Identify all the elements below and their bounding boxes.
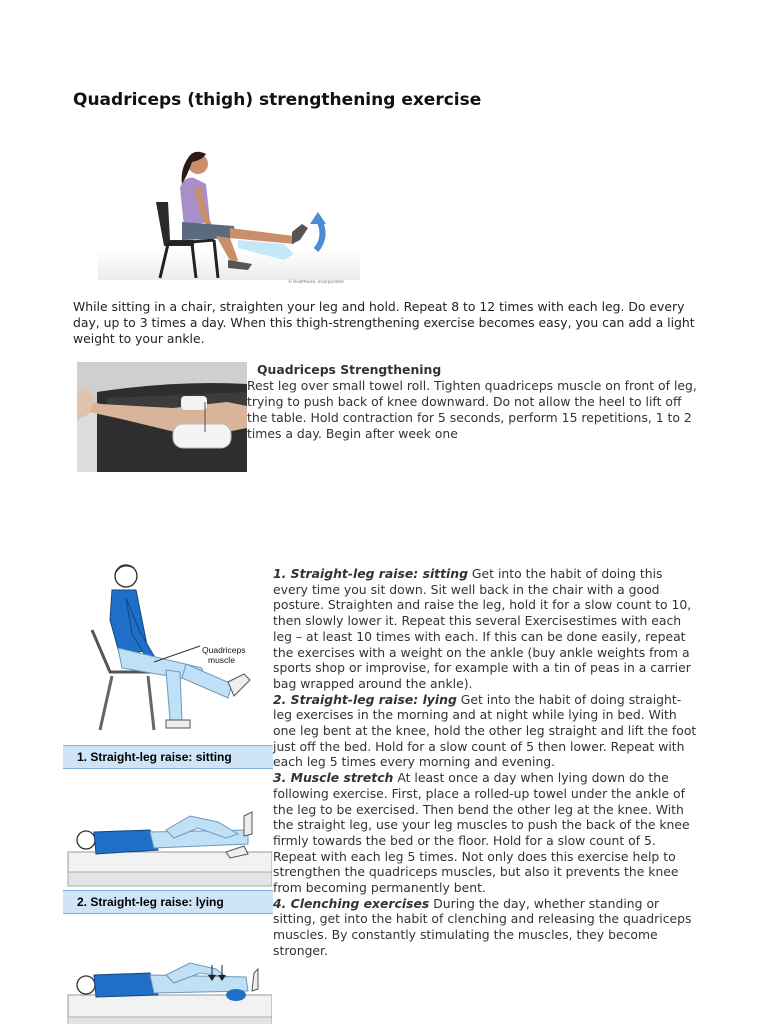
exercise-1-heading: 1. Straight-leg raise: sitting [273, 566, 468, 581]
exercise-4-heading: 4. Clenching exercises [273, 895, 430, 911]
quad-strengthening-heading: Quadriceps Strengthening [257, 362, 442, 377]
muscle-stretch-drawing [66, 955, 272, 1024]
exercise-3-text: At least once a day when lying down do the following exercise. First, place a rolled-up towel under the ankle of the leg to be exercised. Then bend the other leg at the knee. With the straight leg, use your leg muscles to push the back of the knee firmly towards the bed or the floor. Hold for a slow count of 5. Repeat with each leg 5 times. Not only does this exercise help to strengthen the quadriceps muscles, but also it prevents the knee from becoming permanently bent. [273, 770, 690, 896]
towel-roll-leg-photo [77, 362, 247, 472]
caption-sitting: 1. Straight-leg raise: sitting [63, 745, 273, 769]
svg-text:© Healthwise, Incorporated: © Healthwise, Incorporated [288, 279, 344, 284]
lying-leg-raise-drawing [66, 808, 272, 888]
seated-exercise-description: While sitting in a chair, straighten your leg and hold. Repeat 8 to 12 times with each leg. Do every day, up to 3 times a day. When this thigh-strengthening exercise becomes easy, you can add a light weight to your ankle. [73, 299, 695, 346]
exercise-3-heading: 3. Muscle stretch [273, 770, 394, 786]
exercise-4-text: During the day, whether standing or sitting, get into the habit of clenching and releasing the quadriceps muscles. By constantly stimulating the muscles, they become stronger. [273, 895, 692, 958]
quadriceps-muscle-label: Quadriceps muscle [202, 645, 246, 665]
seated-leg-extension-photo [98, 140, 360, 288]
caption-lying: 2. Straight-leg raise: lying [63, 890, 273, 914]
quad-strengthening-body: Rest leg over small towel roll. Tighten quadriceps muscle on front of leg, trying to push back of knee downward. Do not allow the heel to lift off the table. Hold contraction for 5 seconds, perform 15 repetitions, 1 to 2 times a day. Begin after week one [247, 378, 697, 441]
exercise-2-text: Get into the habit of doing straight-leg exercises in the morning and at night while lying in bed. With one leg bent at the knee, hold the other leg straight and lift the foot just off the bed. Hold for a slow count of 5 then lower. Repeat with each leg 5 times every morning and evening. [273, 691, 697, 770]
exercise-2-heading: 2. Straight-leg raise: lying [273, 691, 457, 707]
exercise-1-text: Get into the habit of doing this every time you sit down. Sit well back in the chair with a good posture. Straighten and raise the leg, hold it for a slow count to 10, then slowly lower it. Repeat this several Exercisestimes with each leg – at least 10 times with each. If this can be done easily, repeat the exercises with a weight on the ankle (buy ankle weights from a sports shop or improvise, for example with a tin of peas in a carrier bag wrapped around the ankle). [273, 566, 692, 691]
exercise-list [273, 566, 698, 959]
page-title: Quadriceps (thigh) strengthening exercise [73, 90, 482, 110]
seated-leg-raise-drawing [82, 560, 272, 746]
